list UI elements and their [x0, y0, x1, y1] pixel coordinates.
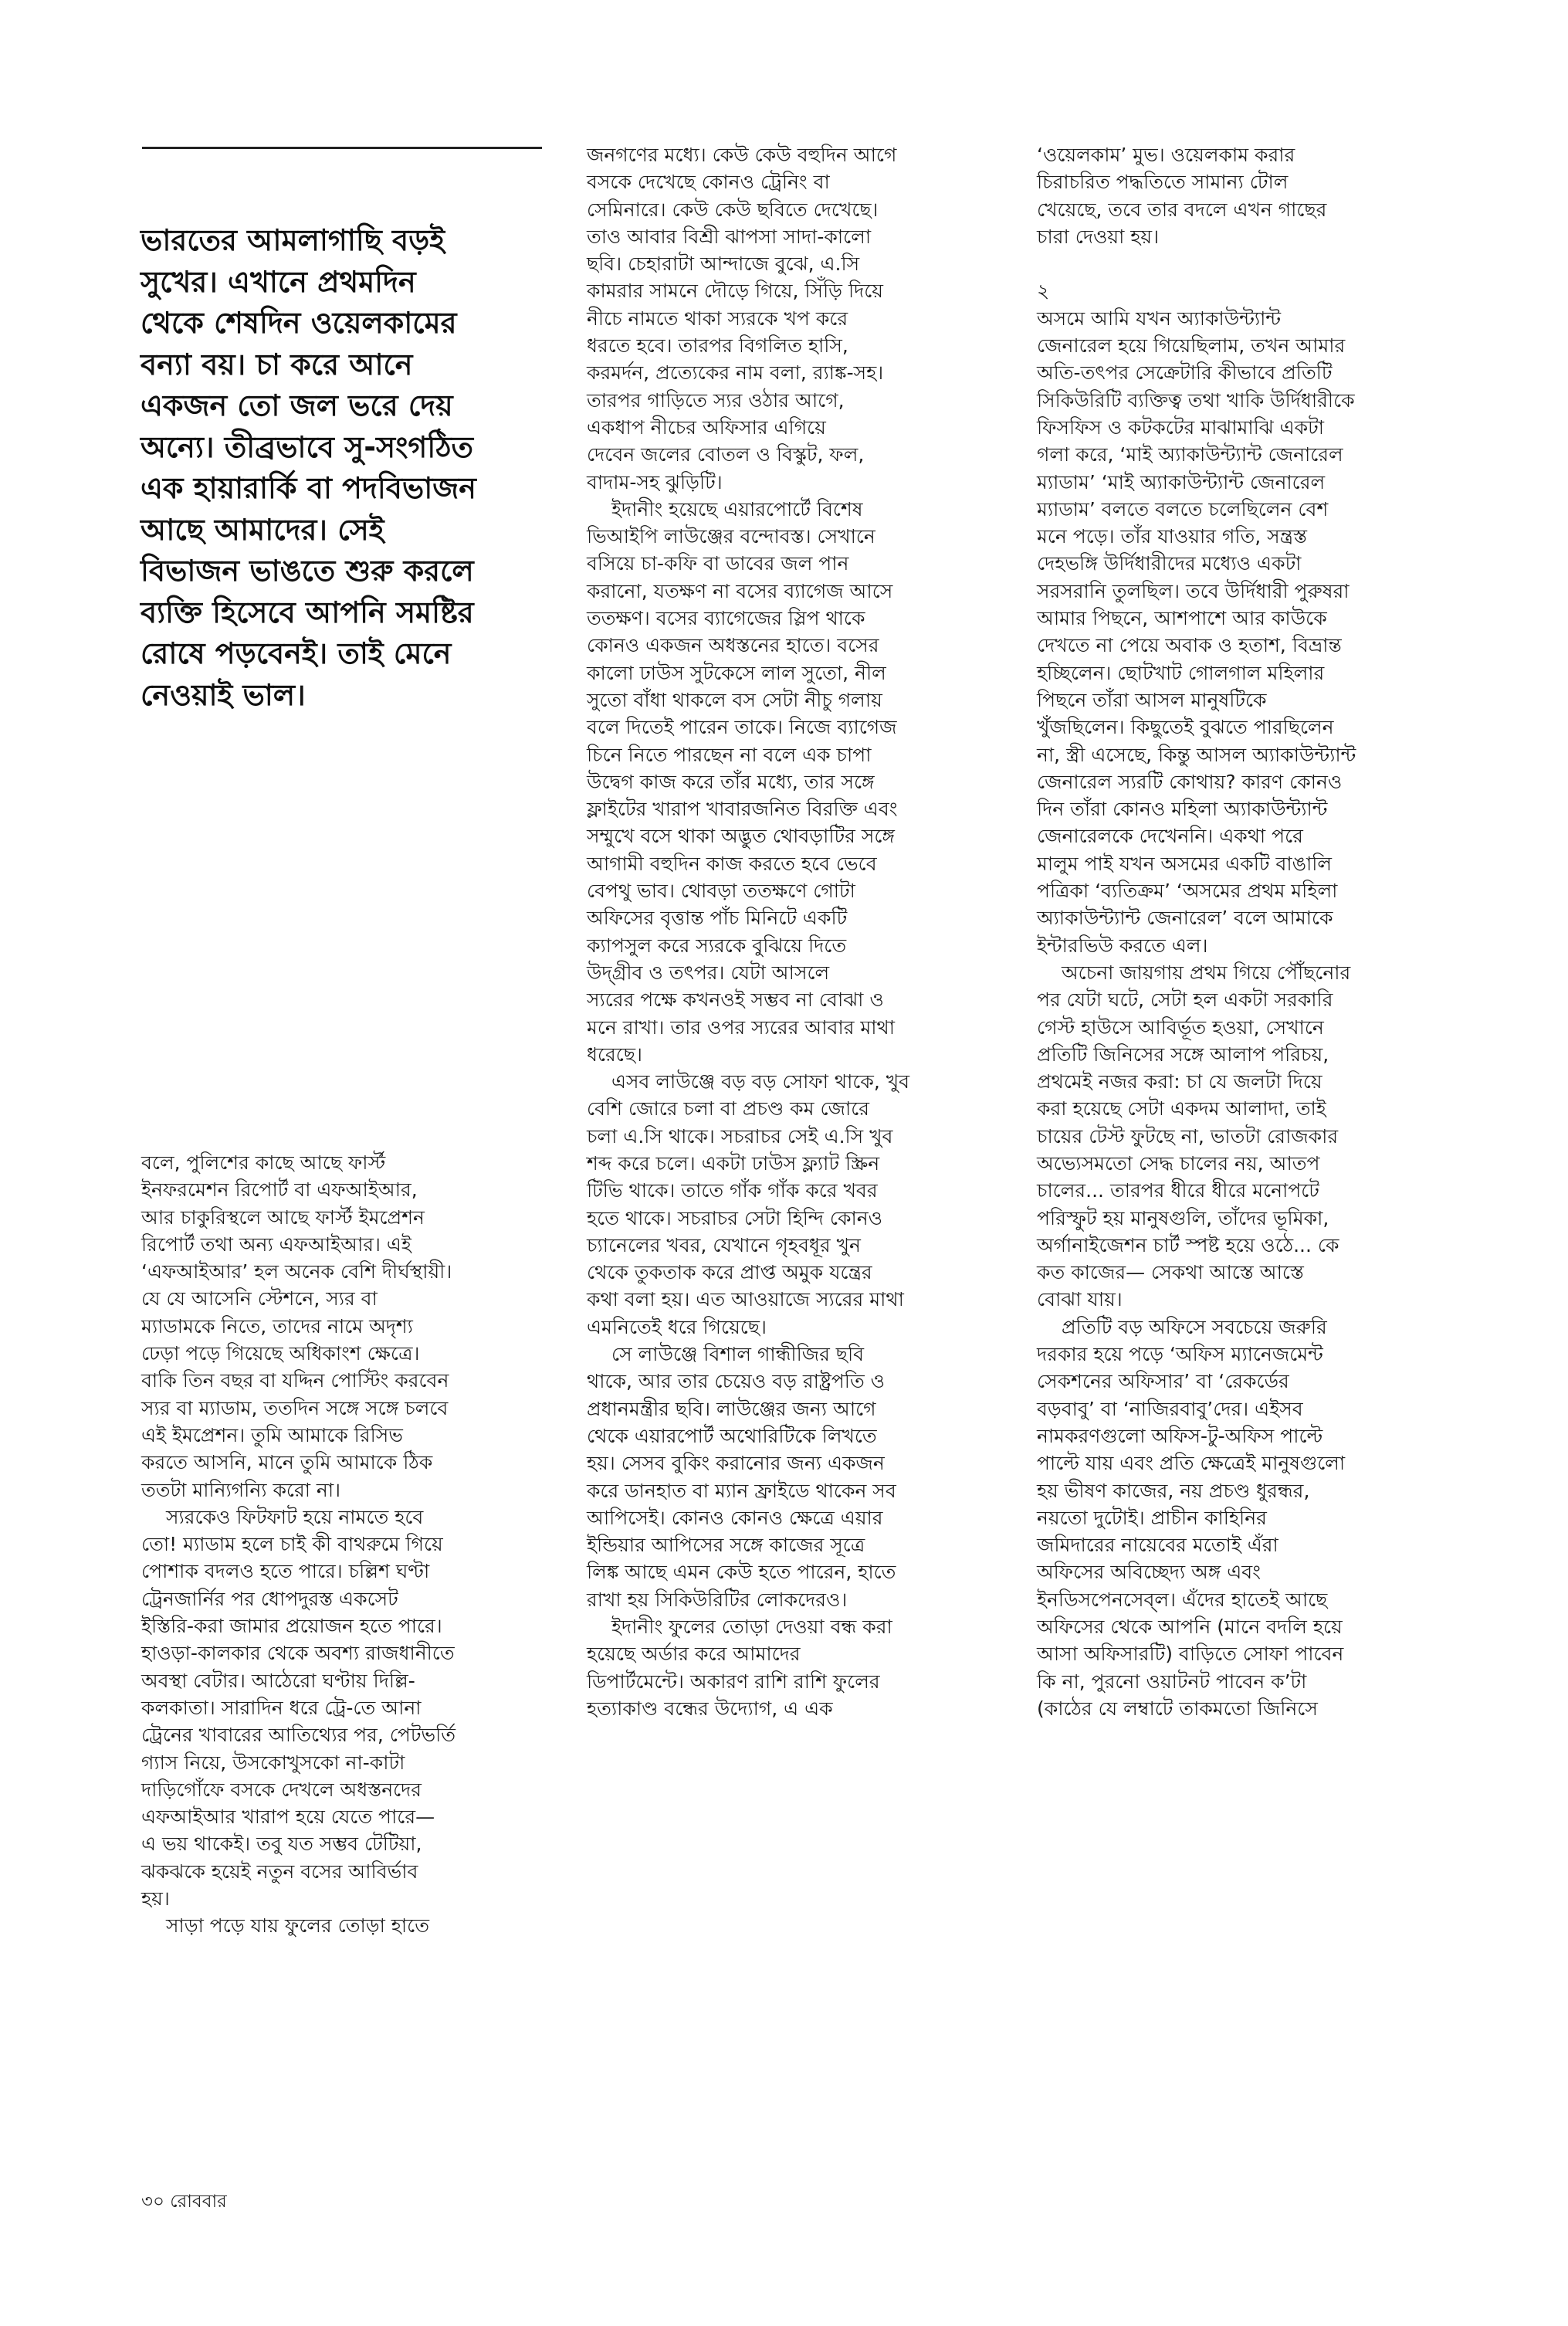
- text-line: করে ডানহাত বা ম্যান ফ্রাইডে থাকেন সব: [587, 1479, 896, 1502]
- text-line: অর্গানাইজেশন চার্ট স্পষ্ট হয়ে ওঠে... কে: [1037, 1233, 1339, 1256]
- text-line: সেকশনের অফিসার’ বা ‘রেকর্ডের: [1037, 1370, 1289, 1393]
- text-line: ‘ওয়েলকাম’ মুভ। ওয়েলকাম করার: [1037, 144, 1295, 166]
- pull-quote-line: সুখের। এখানে প্রথমদিন: [141, 264, 416, 299]
- text-line: করমর্দন, প্রত্যেকের নাম বলা, র‍্যাঙ্ক-সহ।: [587, 361, 884, 385]
- page-footer: [141, 2187, 227, 2217]
- text-line: হত্যাকাণ্ড বন্ধের উদ্যোগ, এ এক: [587, 1697, 833, 1720]
- text-line: হয়েছে অর্ডার করে আমাদের: [587, 1643, 801, 1666]
- pull-quote-line: থেকে শেষদিন ওয়েলকামের: [141, 306, 457, 340]
- text-line: নয়তো দুটোই। প্রাচীন কাহিনির: [1037, 1506, 1267, 1529]
- section-number: ২: [1037, 280, 1050, 303]
- text-line: পত্রিকা ‘ব্যতিক্রম’ ‘অসমের প্রথম মহিলা: [1037, 880, 1338, 903]
- text-line: সে লাউঞ্জে বিশাল গান্ধীজির ছবি: [611, 1343, 865, 1366]
- pull-quote-line: আছে আমাদের। সেই: [141, 512, 384, 547]
- text-line: দেখতে না পেয়ে অবাক ও হতাশ, বিভ্রান্ত: [1037, 634, 1342, 657]
- article-column-2: [587, 141, 1019, 1722]
- text-line: সম্মুখে বসে থাকা অদ্ভুত থোবড়াটির সঙ্গে: [587, 825, 895, 848]
- text-line: দেবেন জলের বোতল ও বিস্কুট, ফল,: [587, 443, 865, 466]
- text-line: সরসরানি তুলছিল। তবে উর্দিধারী পুরুষরা: [1037, 579, 1350, 602]
- text-line: ততটা মান্যিগন্যি করো না।: [141, 1478, 341, 1501]
- text-line: ম্যাডামকে নিতে, তাদের নামে অদৃশ্য: [141, 1314, 413, 1338]
- text-line: প্রতিটি বড় অফিসে সবচেয়ে জরুরি: [1062, 1315, 1327, 1338]
- text-line: সেমিনারে। কেউ কেউ ছবিতে দেখেছে।: [587, 198, 879, 221]
- text-line: ধরেছে।: [587, 1043, 642, 1066]
- text-line: অচেনা জায়গায় প্রথম গিয়ে পৌঁছনোর: [1062, 961, 1351, 984]
- text-line: ডিপার্টমেন্টে। অকারণ রাশি রাশি ফুলের: [587, 1670, 880, 1693]
- text-line: কালো ঢাউস সুটকেসে লাল সুতো, নীল: [587, 661, 886, 684]
- text-line: বলে দিতেই পারেন তাকে। নিজে ব্যাগেজ: [587, 716, 897, 739]
- text-line: শব্দ করে চলে। একটা ঢাউস ফ্ল্যাট স্ক্রিন: [587, 1151, 880, 1175]
- text-line: দেহভঙ্গি উর্দিধারীদের মধ্যেও একটা: [1037, 552, 1302, 575]
- text-line: থাকে, আর তার চেয়েও বড় রাষ্ট্রপতি ও: [587, 1370, 886, 1393]
- text-line: আগামী বহুদিন কাজ করতে হবে ভেবে: [587, 852, 877, 875]
- text-line: আর চাকুরিস্থলে আছে ফার্স্ট ইমপ্রেশন: [141, 1205, 425, 1229]
- text-line: বড়বাবু’ বা ‘নাজিরবাবু’দের। এইসব: [1037, 1397, 1303, 1420]
- text-line: ইন্টারভিউ করতে এল।: [1037, 934, 1208, 957]
- text-line: অবস্থা বেটার। আঠেরো ঘণ্টায় দিল্লি-: [141, 1669, 415, 1692]
- text-line: পাল্টে যায় এবং প্রতি ক্ষেত্রেই মানুষগুলো: [1037, 1452, 1346, 1475]
- text-line: পর যেটা ঘটে, সেটা হল একটা সরকারি: [1037, 988, 1333, 1012]
- article-column-1: [141, 1149, 550, 1940]
- text-line: ফ্লাইটের খারাপ খাবারজনিত বিরক্তি এবং: [587, 798, 898, 821]
- text-line: ততক্ষণ। বসের ব্যাগেজের স্লিপ থাকে: [587, 607, 865, 630]
- text-line: হয়। সেসব বুকিং করানোর জন্য একজন: [587, 1452, 885, 1475]
- text-line: হয় ভীষণ কাজের, নয় প্রচণ্ড ধুরন্ধর,: [1037, 1479, 1310, 1502]
- pull-quote: [141, 220, 557, 716]
- text-line: স্যরের পক্ষে কখনওই সম্ভব না বোঝা ও: [587, 988, 884, 1012]
- text-line: খুঁজছিলেন। কিছুতেই বুঝতে পারছিলেন: [1037, 716, 1334, 739]
- text-line: তো! ম্যাডাম হলে চাই কী বাথরুমে গিয়ে: [141, 1533, 443, 1556]
- text-line: আপিসেই। কোনও কোনও ক্ষেত্রে এয়ার: [587, 1506, 883, 1529]
- pull-quote-top-rule: [142, 147, 542, 149]
- text-line: ধরতে হবে। তারপর বিগলিত হাসি,: [587, 334, 848, 358]
- blank-line: [1037, 250, 1469, 277]
- text-line: গলা করে, ‘মাই অ্যাকাউন্ট্যান্ট জেনারেল: [1037, 443, 1343, 466]
- text-line: স্যর বা ম্যাডাম, ততদিন সঙ্গে সঙ্গে চলবে: [141, 1396, 449, 1419]
- text-line: রিপোর্ট তথা অন্য এফআইআর। এই: [141, 1233, 411, 1256]
- text-line: রাখা হয় সিকিউরিটির লোকদেরও।: [587, 1588, 848, 1611]
- text-line: দরকার হয়ে পড়ে ‘অফিস ম্যানেজমেন্ট: [1037, 1343, 1323, 1366]
- text-line: তারপর গাড়িতে স্যর ওঠার আগে,: [587, 388, 845, 412]
- text-line: জেনারেলকে দেখেননি। একথা পরে: [1037, 825, 1303, 848]
- text-line: জনগণের মধ্যে। কেউ কেউ বহুদিন আগে: [587, 144, 897, 166]
- text-line: সুতো বাঁধা থাকলে বস সেটা নীচু গলায়: [587, 688, 882, 711]
- text-line: ছবি। চেহারাটা আন্দাজে বুঝে, এ.সি: [587, 253, 860, 276]
- pull-quote-line: নেওয়াই ভাল।: [141, 677, 306, 712]
- text-line: এফআইআর খারাপ হয়ে যেতে পারে—: [141, 1806, 435, 1829]
- text-line: প্রধানমন্ত্রীর ছবি। লাউঞ্জের জন্য আগে: [587, 1397, 876, 1420]
- text-line: করতে আসনি, মানে তুমি আমাকে ঠিক: [141, 1451, 433, 1474]
- text-line: অফিসের অবিচ্ছেদ্য অঙ্গ এবং: [1037, 1561, 1261, 1584]
- text-line: প্রথমেই নজর করা: চা যে জলটা দিয়ে: [1037, 1070, 1322, 1093]
- text-line: বলে, পুলিশের কাছে আছে ফার্স্ট: [141, 1151, 386, 1174]
- text-line: ইনফরমেশন রিপোর্ট বা এফআইআর,: [141, 1178, 418, 1202]
- text-line: না, স্ত্রী এসেছে, কিন্তু আসল অ্যাকাউন্ট্যান্ট: [1037, 743, 1356, 766]
- text-line: জেনারেল স্যরটি কোথায়? কারণ কোনও: [1037, 770, 1343, 793]
- text-line: বেপথু ভাব। থোবড়া ততক্ষণে গোটা: [587, 880, 855, 903]
- text-line: ম্যাডাম’ ‘মাই অ্যাকাউন্ট্যান্ট জেনারেল: [1037, 470, 1326, 493]
- text-line: ইস্তিরি-করা জামার প্রয়োজন হতে পারে।: [141, 1615, 442, 1638]
- text-line: হচ্ছিলেন। ছোটখাট গোলগাল মহিলার: [1037, 661, 1325, 684]
- text-line: অতি-তৎপর সেক্রেটারি কীভাবে প্রতিটি: [1037, 361, 1333, 385]
- text-line: ট্রেনের খাবারের আতিথ্যের পর, পেটভর্তি: [141, 1724, 456, 1747]
- text-line: মালুম পাই যখন অসমের একটি বাঙালি: [1037, 852, 1332, 875]
- pull-quote-line: ব্যক্তি হিসেবে আপনি সমষ্টির: [141, 595, 474, 629]
- text-line: উদ্‌গ্রীব ও তৎপর। যেটা আসলে: [587, 961, 830, 984]
- text-line: স্যরকেও ফিটফাট হয়ে নামতে হবে: [166, 1505, 424, 1528]
- text-line: গেস্ট হাউসে আবির্ভূত হওয়া, সেখানে: [1037, 1016, 1324, 1039]
- text-line: একধাপ নীচের অফিসার এগিয়ে: [587, 415, 826, 439]
- text-line: ট্রেনজার্নির পর ধোপদুরস্ত একসেট: [141, 1587, 398, 1610]
- text-line: দাড়িগোঁফে বসকে দেখলে অধস্তনদের: [141, 1778, 422, 1801]
- text-line: ‘এফআইআর’ হল অনেক বেশি দীর্ঘস্থায়ী।: [141, 1260, 452, 1283]
- text-line: বাকি তিন বছর বা যদ্দিন পোস্টিং করবেন: [141, 1369, 449, 1392]
- text-line: ইনডিসপেনসেব্‌ল। এঁদের হাতেই আছে: [1037, 1588, 1328, 1611]
- text-line: ইন্ডিয়ার আপিসের সঙ্গে কাজের সূত্রে: [587, 1534, 865, 1557]
- text-line: ঢেড়া পড়ে গিয়েছে অধিকাংশ ক্ষেত্রে।: [141, 1342, 420, 1365]
- text-line: যে যে আসেনি স্টেশনে, স্যর বা: [141, 1287, 378, 1310]
- text-line: লিঙ্ক আছে এমন কেউ হতে পারেন, হাতে: [587, 1561, 896, 1584]
- text-line: এই ইমপ্রেশন। তুমি আমাকে রিসিভ: [141, 1423, 403, 1446]
- pull-quote-line: এক হায়ারার্কি বা পদবিভাজন: [141, 471, 476, 505]
- text-line: কথা বলা হয়। এত আওয়াজে স্যরের মাথা: [587, 1288, 904, 1311]
- text-line: ইদানীং ফুলের তোড়া দেওয়া বন্ধ করা: [611, 1616, 892, 1639]
- text-line: দিন তাঁরা কোনও মহিলা অ্যাকাউন্ট্যান্ট: [1037, 798, 1328, 821]
- text-line: বেশি জোরে চলা বা প্রচণ্ড কম জোরে: [587, 1097, 870, 1121]
- text-line: চারা দেওয়া হয়।: [1037, 225, 1160, 248]
- text-line: থেকে তুকতাক করে প্রাপ্ত অমুক যন্ত্রের: [587, 1261, 872, 1284]
- section-name: রোববার: [170, 2192, 227, 2212]
- text-line: নীচে নামতে থাকা স্যরকে খপ করে: [587, 307, 848, 330]
- text-line: করানো, যতক্ষণ না বসের ব্যাগেজ আসে: [587, 579, 893, 602]
- text-line: টিভি থাকে। তাতে গাঁক গাঁক করে খবর: [587, 1179, 878, 1202]
- text-line: পিছনে তাঁরা আসল মানুষটিকে: [1037, 688, 1267, 711]
- text-line: মনে পড়ে। তাঁর যাওয়ার গতি, সন্ত্রস্ত: [1037, 525, 1308, 548]
- text-line: চালের... তারপর ধীরে ধীরে মনোপটে: [1037, 1179, 1319, 1202]
- text-line: বোঝা যায়।: [1037, 1288, 1123, 1311]
- text-line: তাও আবার বিশ্রী ঝাপসা সাদা-কালো: [587, 225, 872, 248]
- text-line: অফিসের বৃত্তান্ত পাঁচ মিনিটে একটি: [587, 907, 848, 930]
- text-line: করা হয়েছে সেটা একদম আলাদা, তাই: [1037, 1097, 1326, 1121]
- text-line: বসকে দেখেছে কোনও ট্রেনিং বা: [587, 171, 830, 194]
- pull-quote-line: বন্যা বয়। চা করে আনে: [141, 347, 413, 381]
- text-line: বাদাম-সহ ঝুড়িটি।: [587, 470, 723, 493]
- text-line: এসব লাউঞ্জে বড় বড় সোফা থাকে, খুব: [611, 1070, 910, 1093]
- text-line: এ ভয় থাকেই। তবু যত সম্ভব টেটিয়া,: [141, 1833, 422, 1856]
- pull-quote-line: ভারতের আমলাগাছি বড়ই: [141, 223, 445, 257]
- pull-quote-line: একজন তো জল ভরে দেয়: [141, 388, 453, 422]
- text-line: এমনিতেই ধরে গিয়েছে।: [587, 1315, 767, 1338]
- article-column-3: [1037, 141, 1469, 1722]
- text-line: আমার পিছনে, আশপাশে আর কাউকে: [1037, 607, 1327, 630]
- text-line: হয়।: [141, 1887, 170, 1911]
- text-line: ভিআইপি লাউঞ্জের বন্দোবস্ত। সেখানে: [587, 525, 875, 548]
- pull-quote-line: অন্যে। তীব্রভাবে সু-সংগঠিত: [141, 429, 474, 464]
- text-line: জমিদারের নায়েবের মতোই এঁরা: [1037, 1534, 1278, 1557]
- text-line: কলকাতা। সারাদিন ধরে ট্রে-তে আনা: [141, 1696, 422, 1719]
- text-line: কত কাজের— সেকথা আস্তে আস্তে: [1037, 1261, 1304, 1284]
- text-line: কোনও একজন অধস্তনের হাতে। বসের: [587, 634, 879, 657]
- text-line: অ্যাকাউন্ট্যান্ট জেনারেল’ বলে আমাকে: [1037, 907, 1333, 930]
- text-line: সিকিউরিটি ব্যক্তিত্ব তথা খাকি উর্দিধারীকে: [1037, 388, 1355, 412]
- text-line: অভ্যেসমতো সেদ্ধ চালের নয়, আতপ: [1037, 1151, 1320, 1175]
- text-line: সাড়া পড়ে যায় ফুলের তোড়া হাতে: [166, 1914, 429, 1938]
- text-line: চায়ের টেস্ট ফুটছে না, ভাতটা রোজকার: [1037, 1124, 1339, 1148]
- text-line: (কাঠের যে লম্বাটে তাকমতো জিনিসে: [1037, 1697, 1318, 1720]
- text-line: ঝকঝকে হয়েই নতুন বসের আবির্ভাব: [141, 1860, 418, 1883]
- page-number: ৩০: [141, 2192, 164, 2212]
- text-line: হাওড়া-কালকার থেকে অবশ্য রাজধানীতে: [141, 1642, 455, 1665]
- text-line: কামরার সামনে দৌড়ে গিয়ে, সিঁড়ি দিয়ে: [587, 280, 884, 303]
- text-line: পরিস্ফুট হয় মানুষগুলি, তাঁদের ভূমিকা,: [1037, 1206, 1329, 1229]
- text-line: থেকে এয়ারপোর্ট অথোরিটিকে লিখতে: [587, 1424, 877, 1447]
- text-line: ম্যাডাম’ বলতে বলতে চলেছিলেন বেশ: [1037, 497, 1329, 520]
- text-line: নামকরণগুলো অফিস-টু-অফিস পাল্টে: [1037, 1424, 1323, 1447]
- text-line: হতে থাকে। সচরাচর সেটা হিন্দি কোনও: [587, 1206, 883, 1229]
- text-line: উদ্বেগ কাজ করে তাঁর মধ্যে, তার সঙ্গে: [587, 770, 875, 793]
- text-line: চ্যানেলের খবর, যেখানে গৃহবধূর খুন: [587, 1233, 861, 1256]
- pull-quote-line: বিভাজন ভাঙতে শুরু করলে: [141, 554, 474, 588]
- text-line: মনে রাখা। তার ওপর স্যরের আবার মাথা: [587, 1016, 895, 1039]
- text-line: খেয়েছে, তবে তার বদলে এখন গাছের: [1037, 198, 1327, 221]
- text-line: চিরাচরিত পদ্ধতিতে সামান্য টোল: [1037, 171, 1289, 194]
- text-line: অসমে আমি যখন অ্যাকাউন্ট্যান্ট: [1037, 307, 1282, 330]
- pull-quote-line: রোষে পড়বেনই। তাই মেনে: [141, 636, 452, 670]
- text-line: বসিয়ে চা-কফি বা ডাবের জল পান: [587, 552, 849, 575]
- text-line: ইদানীং হয়েছে এয়ারপোর্টে বিশেষ: [611, 497, 863, 520]
- text-line: চলা এ.সি থাকে। সচরাচর সেই এ.সি খুব: [587, 1124, 893, 1148]
- text-line: পোশাক বদলও হতে পারে। চল্লিশ ঘণ্টা: [141, 1560, 430, 1583]
- text-line: কি না, পুরনো ওয়াটনট পাবেন ক’টা: [1037, 1670, 1307, 1693]
- text-line: আসা অফিসারটি) বাড়িতে সোফা পাবেন: [1037, 1643, 1344, 1666]
- text-line: ক্যাপসুল করে স্যরকে বুঝিয়ে দিতে: [587, 934, 847, 957]
- text-line: প্রতিটি জিনিসের সঙ্গে আলাপ পরিচয়,: [1037, 1043, 1329, 1066]
- text-line: গ্যাস নিয়ে, উসকোখুসকো না-কাটা: [141, 1751, 405, 1774]
- text-line: অফিসের থেকে আপনি (মানে বদলি হয়ে: [1037, 1616, 1343, 1639]
- text-line: ফিসফিস ও কটকটের মাঝামাঝি একটা: [1037, 415, 1324, 439]
- text-line: জেনারেল হয়ে গিয়েছিলাম, তখন আমার: [1037, 334, 1346, 358]
- text-line: চিনে নিতে পারছেন না বলে এক চাপা: [587, 743, 872, 766]
